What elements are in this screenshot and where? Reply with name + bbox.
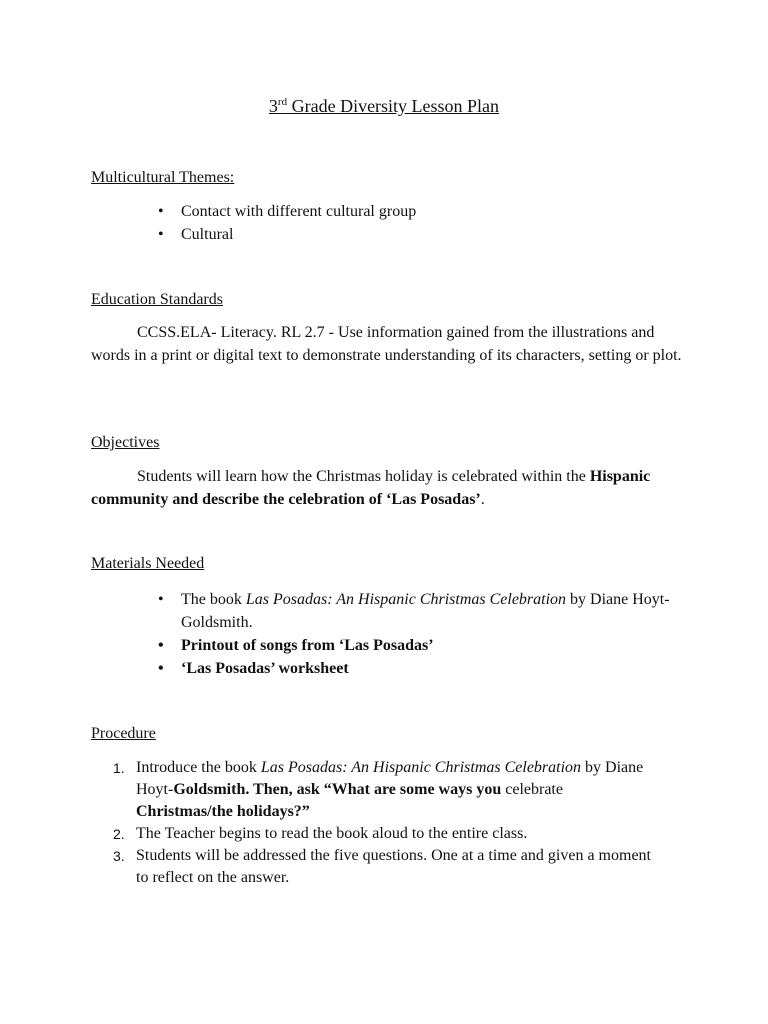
bullet-icon: •: [158, 660, 164, 677]
bullet-icon: •: [158, 203, 164, 220]
page-title-text: 3rd Grade Diversity Lesson Plan: [268, 96, 500, 116]
list-item: 2. The Teacher begins to read the book aloud to the entire class.: [113, 825, 528, 842]
objectives-heading: Objectives: [91, 434, 160, 451]
themes-list: [0, 200, 768, 246]
procedure-list: [0, 757, 768, 889]
standards-heading: Education Standards: [91, 291, 223, 308]
materials-list: [0, 588, 768, 680]
objectives-text: Students will learn how the Christmas holiday is celebrated within the Hispanic community and describe the celebration of ‘Las Posadas’.: [91, 468, 651, 508]
list-item: • Cultural: [0, 223, 701, 246]
themes-heading: Multicultural Themes:: [91, 169, 235, 186]
title-superscript: rd: [277, 96, 288, 108]
bullet-icon: •: [158, 591, 164, 608]
list-item: • ‘Las Posadas’ worksheet: [0, 657, 701, 680]
bullet-icon: •: [158, 226, 164, 243]
list-item: • The book Las Posadas: An Hispanic Christmas Celebration by Diane Hoyt-Goldsmith.: [0, 588, 701, 634]
list-item: 1. Introduce the book Las Posadas: An Hispanic Christmas Celebration by Diane Hoyt-Goldsmith. Then, ask “What are some ways you celebrate Christmas/the holidays?”: [113, 759, 644, 820]
list-item: 3. Students will be addressed the five questions. One at a time and given a moment to reflect on the answer.: [113, 847, 651, 886]
list-item: • Contact with different cultural group: [0, 200, 701, 223]
bullet-icon: •: [158, 637, 164, 654]
standards-text: CCSS.ELA- Literacy. RL 2.7 - Use information gained from the illustrations and words in a print or digital text to demonstrate understanding of its characters, setting or plot.: [91, 324, 682, 364]
materials-heading: Materials Needed: [91, 555, 205, 572]
procedure-heading: Procedure: [91, 725, 156, 742]
list-item: • Printout of songs from ‘Las Posadas’: [0, 634, 701, 657]
page-title: [0, 94, 768, 118]
